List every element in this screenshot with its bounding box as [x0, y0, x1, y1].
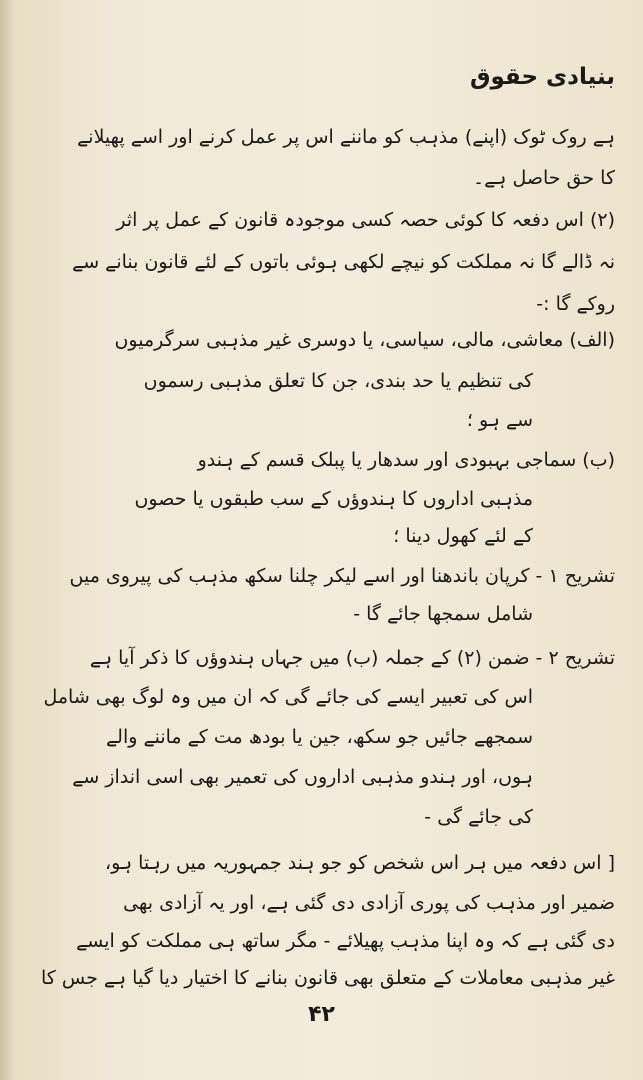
- text-line: ہے روک ٹوک (اپنے) مذہب کو ماننے اس پر عمل کرنے اور اسے پھیلانے: [77, 126, 615, 148]
- text-line: کی جائے گی -: [424, 806, 533, 828]
- page-heading: بنیادی حقوق: [469, 64, 615, 90]
- text-line: [ اس دفعہ میں ہر اس شخص کو جو ہند جمہوریہ میں رہتا ہو،: [105, 852, 615, 874]
- text-line: نہ ڈالے گا نہ مملکت کو نیچے لکھی ہوئی باتوں کے لئے قانون بنانے سے: [72, 251, 615, 273]
- text-line: سے ہو ؛: [466, 409, 533, 431]
- text-line: کا حق حاصل ہے۔: [473, 167, 615, 189]
- page-number: ۴۲: [308, 1002, 335, 1027]
- text-line: ہوں، اور ہندو مذہبی اداروں کی تعمیر بھی اسی انداز سے: [72, 766, 533, 788]
- text-line: اس کی تعبیر ایسے کی جائے گی کہ ان میں وہ لوگ بھی شامل: [43, 686, 533, 708]
- text-line: غیر مذہبی معاملات کے متعلق بھی قانون بنانے کا اختیار دیا گیا ہے جس کا: [41, 967, 615, 989]
- text-line: کی تنظیم یا حد بندی، جن کا تعلق مذہبی رسموں: [143, 370, 533, 392]
- scan-edge-shadow: [0, 0, 14, 1080]
- text-line: (الف) معاشی، مالی، سیاسی، یا دوسری غیر مذہبی سرگرمیوں: [114, 329, 615, 351]
- text-line: روکے گا :-: [536, 293, 615, 315]
- text-line: کے لئے کھول دینا ؛: [393, 525, 533, 547]
- text-line: دی گئی ہے کہ وہ اپنا مذہب پھیلائے - مگر ساتھ ہی مملکت کو ایسے: [76, 930, 615, 952]
- text-line: (ب) سماجی بہبودی اور سدھار یا پبلک قسم کے ہندو: [197, 449, 615, 471]
- text-line: تشریح ۱ - کرپان باندھنا اور اسے لیکر چلنا سکھ مذہب کی پیروی میں: [69, 565, 615, 587]
- text-line: ضمیر اور مذہب کی پوری آزادی دی گئی ہے، اور یہ آزادی بھی: [123, 892, 615, 914]
- text-line: تشریح ۲ - ضمن (۲) کے جملہ (ب) میں جہاں ہندوؤں کا ذکر آیا ہے: [89, 647, 615, 669]
- text-line: شامل سمجھا جائے گا -: [353, 603, 533, 625]
- text-line: سمجھے جائیں جو سکھ، جین یا بودھ مت کے ماننے والے: [106, 726, 533, 748]
- text-line: مذہبی اداروں کا ہندوؤں کے سب طبقوں یا حصوں: [134, 488, 533, 510]
- text-line: (۲) اس دفعہ کا کوئی حصہ کسی موجودہ قانون کے عمل پر اثر: [116, 209, 615, 231]
